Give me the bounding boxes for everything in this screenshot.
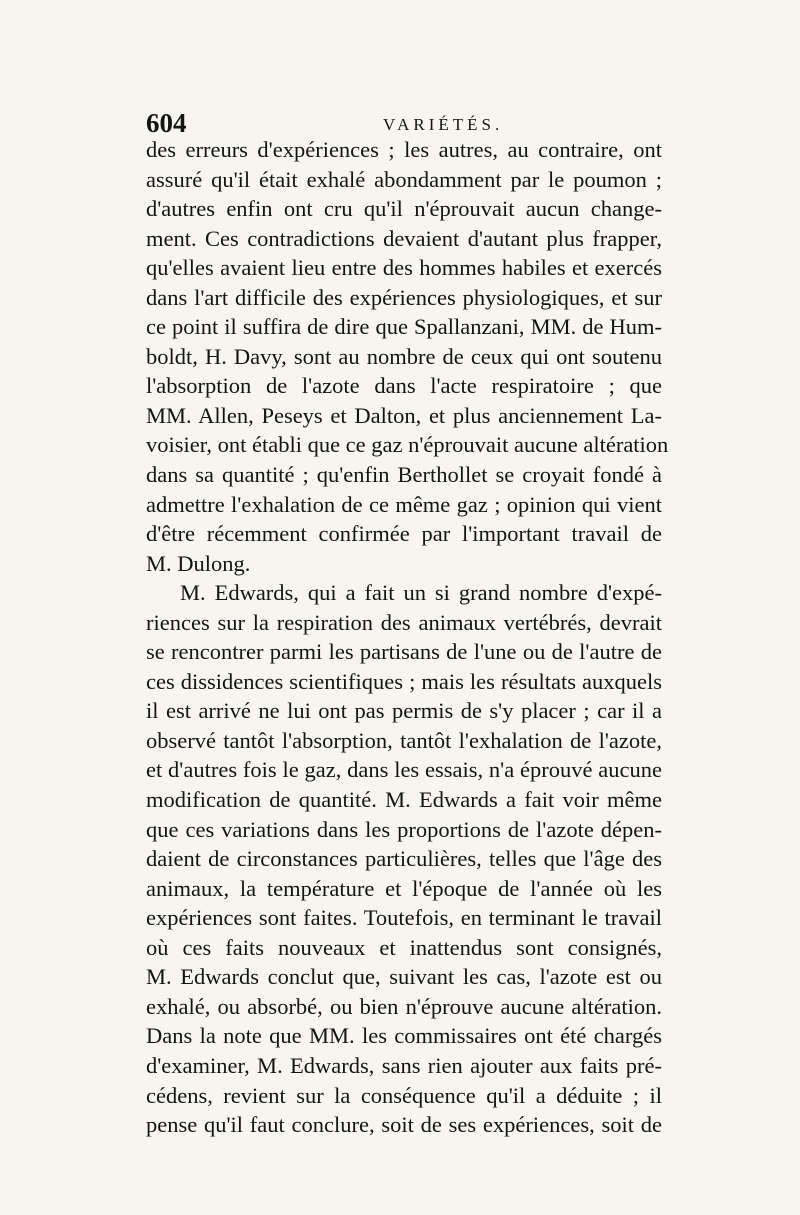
text-line: admettre l'exhalation de ce même gaz ; opinion qui vient <box>146 491 662 517</box>
text-line: animaux, la température et l'époque de l'année où les <box>146 875 662 901</box>
text-line: dans l'art difficile des expériences physiologiques, et sur <box>146 284 662 310</box>
text-line: M. Dulong. <box>146 550 251 576</box>
text-line: modification de quantité. M. Edwards a fait voir même <box>146 787 662 813</box>
text-line: expériences sont faites. Toutefois, en terminant le travail <box>146 905 662 931</box>
text-line: MM. Allen, Peseys et Dalton, et plus anciennement La- <box>146 402 662 428</box>
text-line: ce point il suffira de dire que Spallanzani, MM. de Hum- <box>146 314 662 340</box>
text-line: cédens, revient sur la conséquence qu'il a déduite ; il <box>146 1082 662 1108</box>
text-line: et d'autres fois le gaz, dans les essais, n'a éprouvé aucune <box>146 757 662 783</box>
text-line: qu'elles avaient lieu entre des hommes habiles et exercés <box>146 255 662 281</box>
text-line: exhalé, ou absorbé, ou bien n'éprouve aucune altération. <box>146 993 662 1019</box>
page-header <box>146 108 662 138</box>
text-line: daient de circonstances particulières, telles que l'âge des <box>146 846 662 872</box>
text-line: ment. Ces contradictions devaient d'autant plus frapper, <box>146 225 662 251</box>
text-line: d'examiner, M. Edwards, sans rien ajouter aux faits pré- <box>146 1052 662 1078</box>
page-number: 604 <box>146 108 187 138</box>
text-line: des erreurs d'expériences ; les autres, au contraire, ont <box>146 137 662 162</box>
text-line: d'être récemment confirmée par l'important travail de <box>146 521 662 547</box>
text-line: l'absorption de l'azote dans l'acte respiratoire ; que <box>146 373 662 399</box>
text-line: voisier, ont établi que ce gaz n'éprouvait aucune altération <box>146 432 669 458</box>
text-line: observé tantôt l'absorption, tantôt l'exhalation de l'azote, <box>146 727 662 753</box>
text-line: ces dissidences scientifiques ; mais les résultats auxquels <box>146 668 662 694</box>
text-line: d'autres enfin ont cru qu'il n'éprouvait aucun change- <box>146 196 662 222</box>
text-line: que ces variations dans les proportions de l'azote dépen- <box>146 816 662 842</box>
body-text <box>146 135 669 1140</box>
text-line: pense qu'il faut conclure, soit de ses expériences, soit de <box>146 1112 662 1138</box>
text-line: dans sa quantité ; qu'enfin Berthollet se croyait fondé à <box>146 462 662 488</box>
text-line: boldt, H. Davy, sont au nombre de ceux qui ont soutenu <box>146 343 662 369</box>
text-line: il est arrivé ne lui ont pas permis de s'y placer ; car il a <box>146 698 662 724</box>
text-line: M. Edwards conclut que, suivant les cas, l'azote est ou <box>146 964 662 990</box>
running-head: VARIÉTÉS. <box>383 115 504 134</box>
text-line: Dans la note que MM. les commissaires ont été chargés <box>146 1023 662 1049</box>
text-line: se rencontrer parmi les partisans de l'une ou de l'autre de <box>146 639 662 665</box>
text-line: où ces faits nouveaux et inattendus sont consignés, <box>146 934 662 960</box>
text-line: assuré qu'il était exhalé abondamment par le poumon ; <box>146 166 662 192</box>
text-line: riences sur la respiration des animaux vertébrés, devrait <box>146 609 662 635</box>
text-line: M. Edwards, qui a fait un si grand nombre d'expé- <box>180 580 662 606</box>
